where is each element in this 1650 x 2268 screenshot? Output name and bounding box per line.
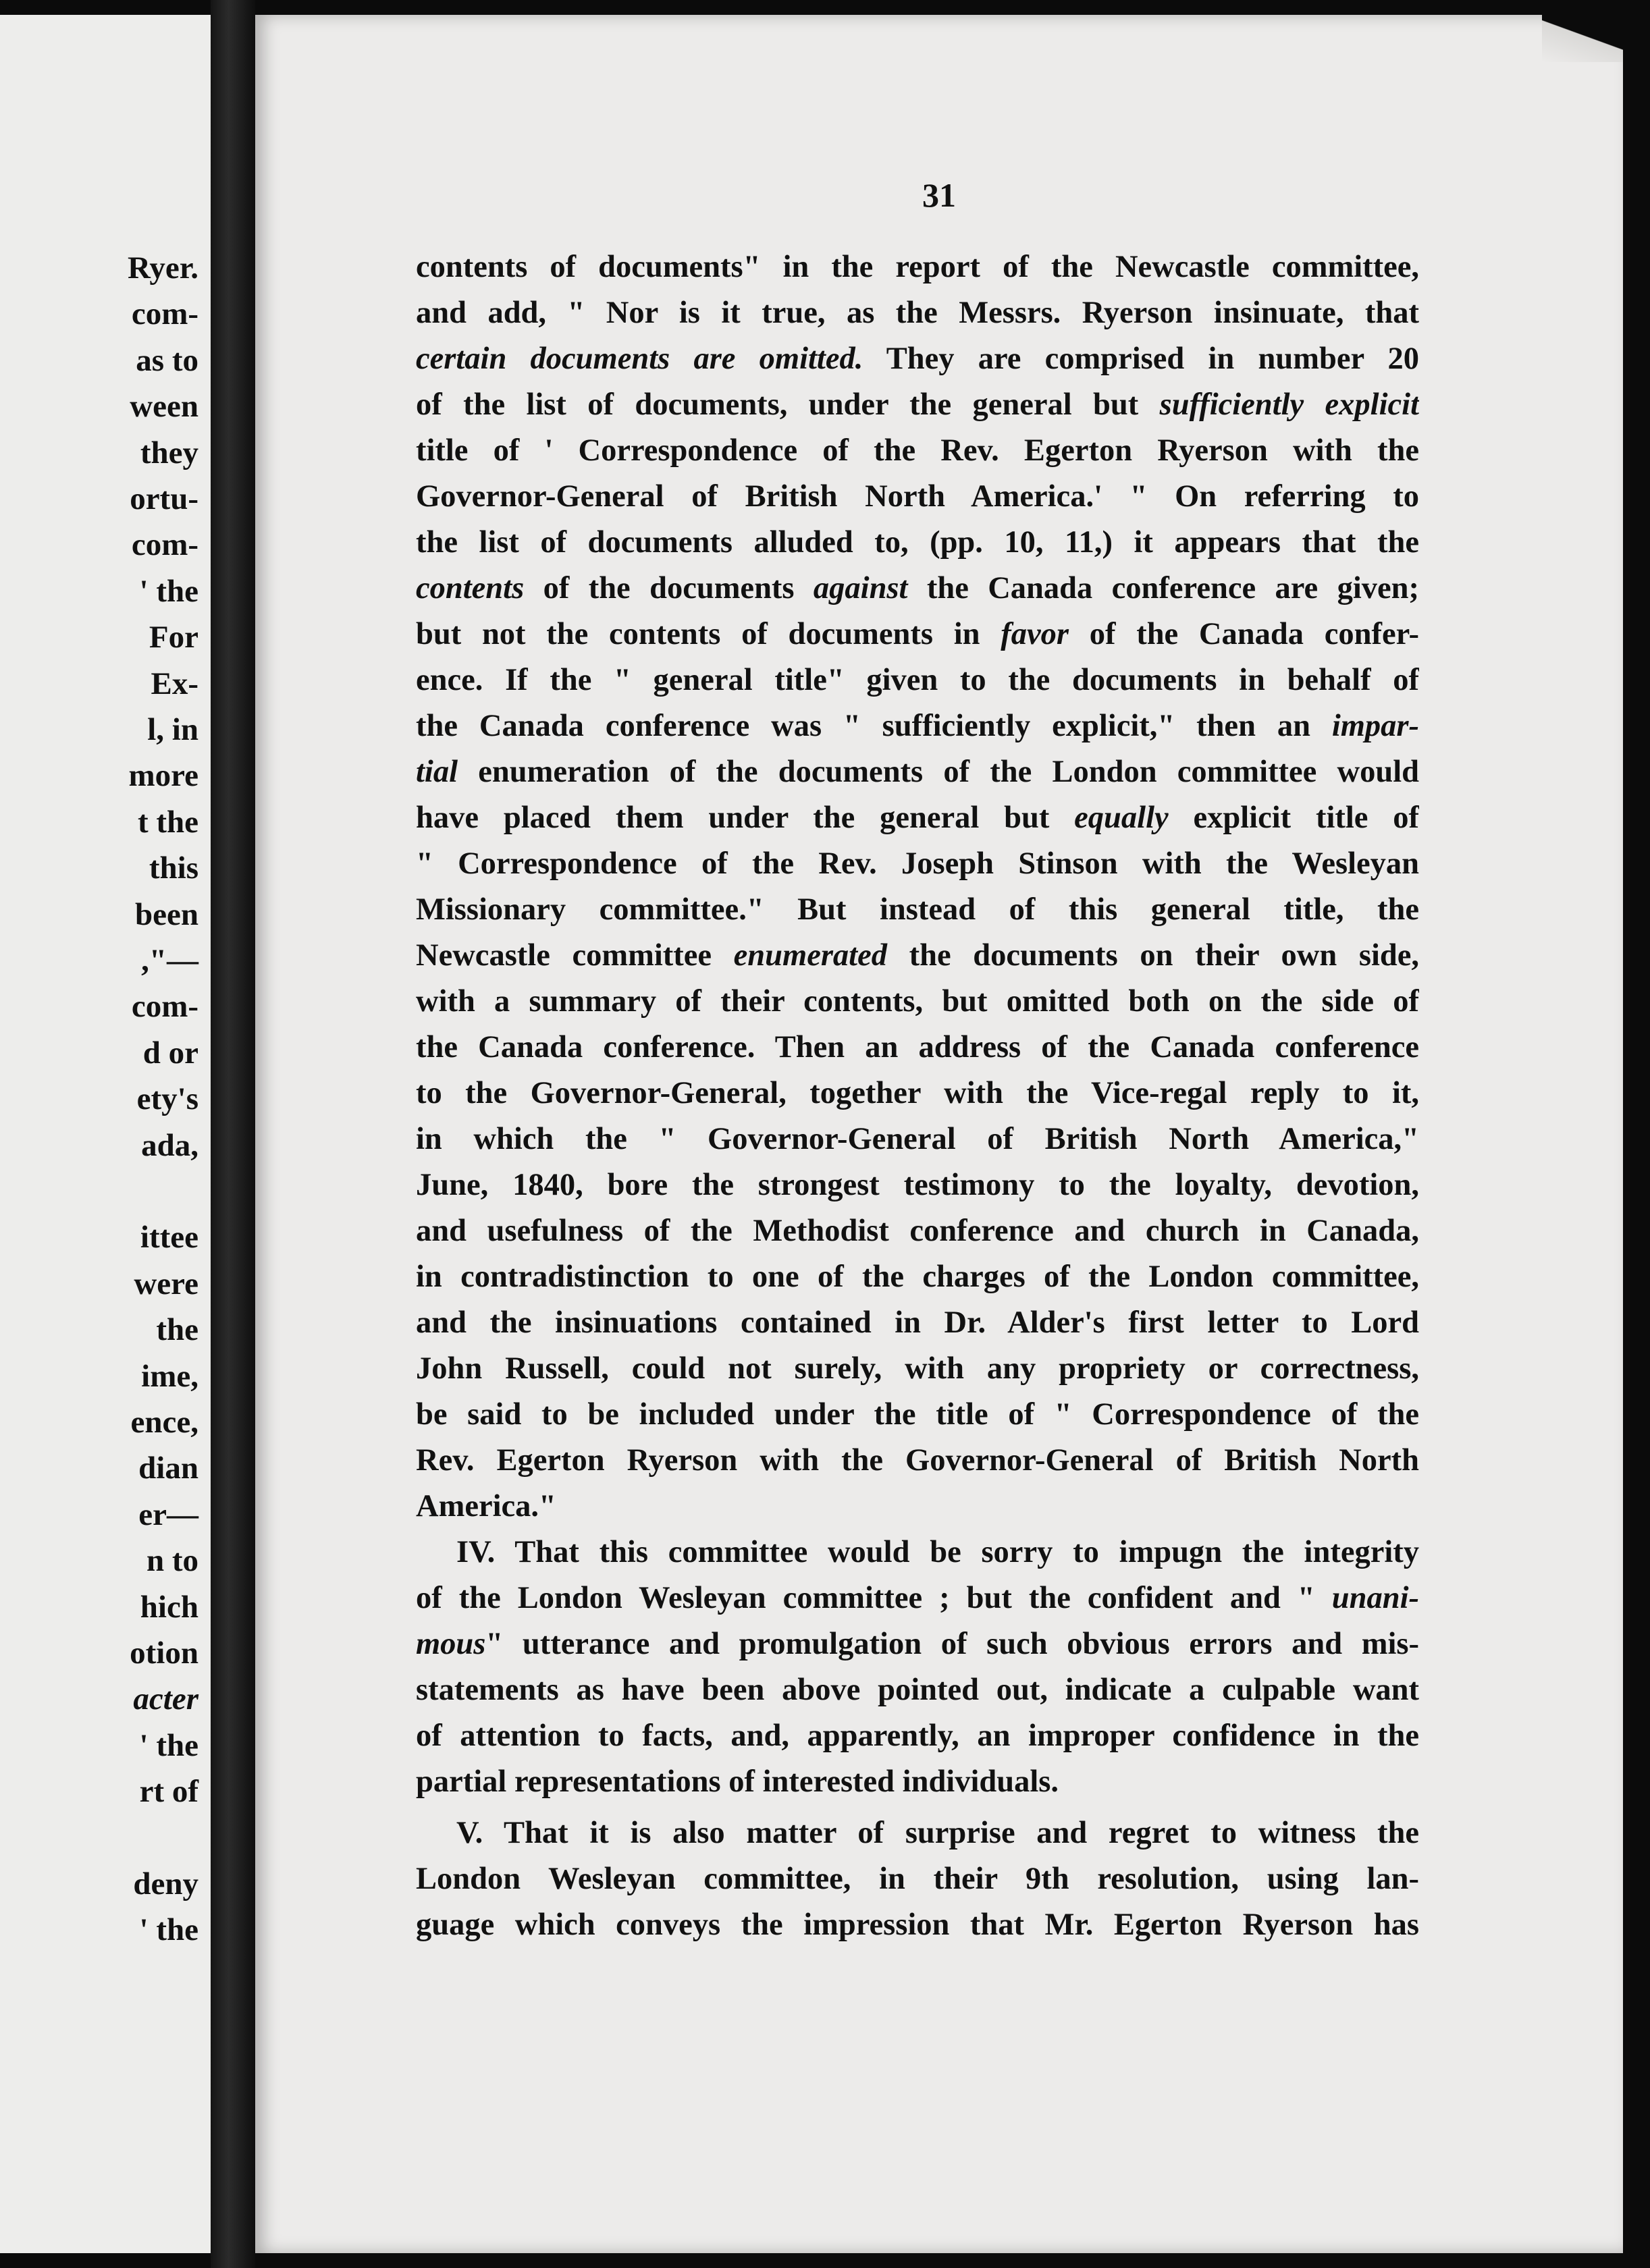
left-page-fragment: l, in <box>147 712 198 747</box>
left-page-fragment: com- <box>131 989 198 1025</box>
text-line: statements as have been above pointed out, indicate a culpable want <box>416 1673 1419 1707</box>
left-page-fragment: ence, <box>130 1405 198 1440</box>
text-run: They are comprised in number 20 <box>863 342 1419 376</box>
page-corner-fold <box>1542 15 1623 62</box>
text-line: contents of documents" in the report of the Newcastle committee, <box>416 250 1419 284</box>
text-line <box>416 933 1419 979</box>
text-line: of attention to facts, and, apparently, an improper confidence in the <box>416 1719 1419 1753</box>
left-page-fragment: ime, <box>141 1358 198 1394</box>
text-line: June, 1840, bore the strongest testimony to the loyalty, devotion, <box>416 1168 1419 1202</box>
text-line <box>416 1575 1419 1621</box>
text-line: with a summary of their contents, but omitted both on the side of <box>416 984 1419 1019</box>
text-run: " utterance and promulgation of such obvious errors and mis- <box>485 1627 1419 1661</box>
text-line <box>416 749 1419 795</box>
text-line: V. That it is also matter of surprise and regret to witness the <box>456 1816 1419 1850</box>
text-line: title of ' Correspondence of the Rev. Egerton Ryerson with the <box>416 433 1419 468</box>
left-page-fragment: deny <box>133 1866 198 1901</box>
text-line <box>416 703 1419 749</box>
left-page-fragment: ' the <box>139 573 198 609</box>
left-page-fragment: Ryer. <box>128 250 198 286</box>
text-run: explicit title of <box>1168 801 1419 835</box>
text-line: ence. If the " general title" given to the documents in behalf of <box>416 663 1419 697</box>
text-line: " Correspondence of the Rev. Joseph Stinson with the Wesleyan <box>416 846 1419 881</box>
left-page-fragment: t the <box>137 804 198 840</box>
italic-phrase: mous <box>416 1627 486 1661</box>
left-page-fragment: ,"— <box>141 943 198 978</box>
text-line: the Canada conference. Then an address of the Canada conference <box>416 1030 1419 1064</box>
text-line: in contradistinction to one of the charges of the London committee, <box>416 1260 1419 1294</box>
text-line: in which the " Governor-General of British North America," <box>416 1122 1419 1156</box>
left-page-fragment: been <box>135 896 198 932</box>
text-run: of the list of documents, under the general but <box>416 387 1160 422</box>
left-page-fragment: ittee <box>140 1220 198 1256</box>
italic-phrase: equally <box>1074 801 1169 835</box>
text-line: IV. That this committee would be sorry to impugn the integrity <box>456 1535 1419 1569</box>
left-page-fragment: ada, <box>141 1127 198 1163</box>
italic-phrase: against <box>813 571 908 605</box>
left-page-fragment: acter <box>133 1681 198 1717</box>
text-line: and usefulness of the Methodist conference and church in Canada, <box>416 1214 1419 1248</box>
book-gutter <box>211 0 255 2268</box>
left-page-fragment: hich <box>140 1589 198 1625</box>
left-page-fragment: n to <box>146 1543 198 1579</box>
text-line: Missionary committee." But instead of this general title, the <box>416 892 1419 927</box>
left-page-fragment: this <box>149 850 198 886</box>
left-page-fragment: com- <box>131 527 198 563</box>
text-run: of the Canada confer- <box>1068 617 1419 651</box>
italic-phrase: impar- <box>1331 709 1419 743</box>
text-run: the documents on their own side, <box>887 938 1419 973</box>
text-line <box>416 382 1419 428</box>
text-line: America." <box>416 1489 556 1523</box>
text-line: guage which conveys the impression that Mr. Egerton Ryerson has <box>416 1908 1419 1942</box>
left-page-fragment: they <box>140 435 198 470</box>
text-line: Rev. Egerton Ryerson with the Governor-General of British North <box>416 1443 1419 1478</box>
text-line: and add, " Nor is it true, as the Messrs. Ryerson insinuate, that <box>416 296 1419 330</box>
text-line: Governor-General of British North America.' " On referring to <box>416 479 1419 514</box>
italic-phrase: certain documents are omitted. <box>416 342 863 376</box>
left-page-fragment: com- <box>131 296 198 332</box>
left-page-fragment: er— <box>138 1496 198 1532</box>
current-page <box>255 15 1623 2253</box>
italic-phrase: unani- <box>1331 1581 1419 1615</box>
text-line <box>416 612 1419 657</box>
left-page-fragment: Ex- <box>151 666 198 701</box>
left-page-fragment: ortu- <box>130 481 198 516</box>
left-page-fragment: ety's <box>136 1081 198 1117</box>
left-page-fragment: ' the <box>139 1727 198 1763</box>
left-page-fragment: rt of <box>139 1774 198 1810</box>
text-run: enumeration of the documents of the London committee would <box>458 755 1419 789</box>
italic-phrase: enumerated <box>733 938 887 973</box>
left-page-fragment: as to <box>136 342 198 378</box>
text-line: John Russell, could not surely, with any propriety or correctness, <box>416 1351 1419 1386</box>
text-line <box>416 1621 1419 1667</box>
text-run: but not the contents of documents in <box>416 617 1001 651</box>
text-line <box>416 795 1419 841</box>
text-line: and the insinuations contained in Dr. Alder's first letter to Lord <box>416 1305 1419 1340</box>
italic-phrase: favor <box>1001 617 1069 651</box>
previous-page-fragment <box>0 15 211 2253</box>
left-page-fragment: ween <box>130 389 198 425</box>
text-line: be said to be included under the title of " Correspondence of the <box>416 1397 1419 1432</box>
left-page-fragment: ' the <box>139 1912 198 1948</box>
paragraph-gap <box>416 1805 1419 1810</box>
text-line <box>416 336 1419 382</box>
left-page-fragment: For <box>149 620 198 655</box>
left-page-fragment: otion <box>130 1636 198 1671</box>
text-run: the Canada conference was " sufficiently explicit," then an <box>416 709 1332 743</box>
text-run: Newcastle committee <box>416 938 734 973</box>
left-page-fragment: d or <box>142 1035 198 1071</box>
text-line: partial representations of interested individuals. <box>416 1764 1059 1799</box>
text-line: to the Governor-General, together with the Vice-regal reply to it, <box>416 1076 1419 1110</box>
text-line: the list of documents alluded to, (pp. 10, 11,) it appears that the <box>416 525 1419 560</box>
body-text <box>416 244 1419 1948</box>
text-run: of the London Wesleyan committee ; but the confident and " <box>416 1581 1332 1615</box>
left-page-fragment: the <box>156 1312 198 1348</box>
italic-phrase: contents <box>416 571 525 605</box>
text-line <box>416 566 1419 612</box>
text-run: of the documents <box>524 571 814 605</box>
text-run: the Canada conference are given; <box>907 571 1419 605</box>
text-run: have placed them under the general but <box>416 801 1075 835</box>
italic-phrase: tial <box>416 755 458 789</box>
left-page-fragment: dian <box>138 1451 198 1486</box>
page-number: 31 <box>922 176 956 214</box>
left-page-fragment: more <box>128 758 198 794</box>
text-line: London Wesleyan committee, in their 9th resolution, using lan- <box>416 1862 1419 1896</box>
left-page-fragment: were <box>134 1266 198 1301</box>
italic-phrase: sufficiently explicit <box>1159 387 1419 422</box>
